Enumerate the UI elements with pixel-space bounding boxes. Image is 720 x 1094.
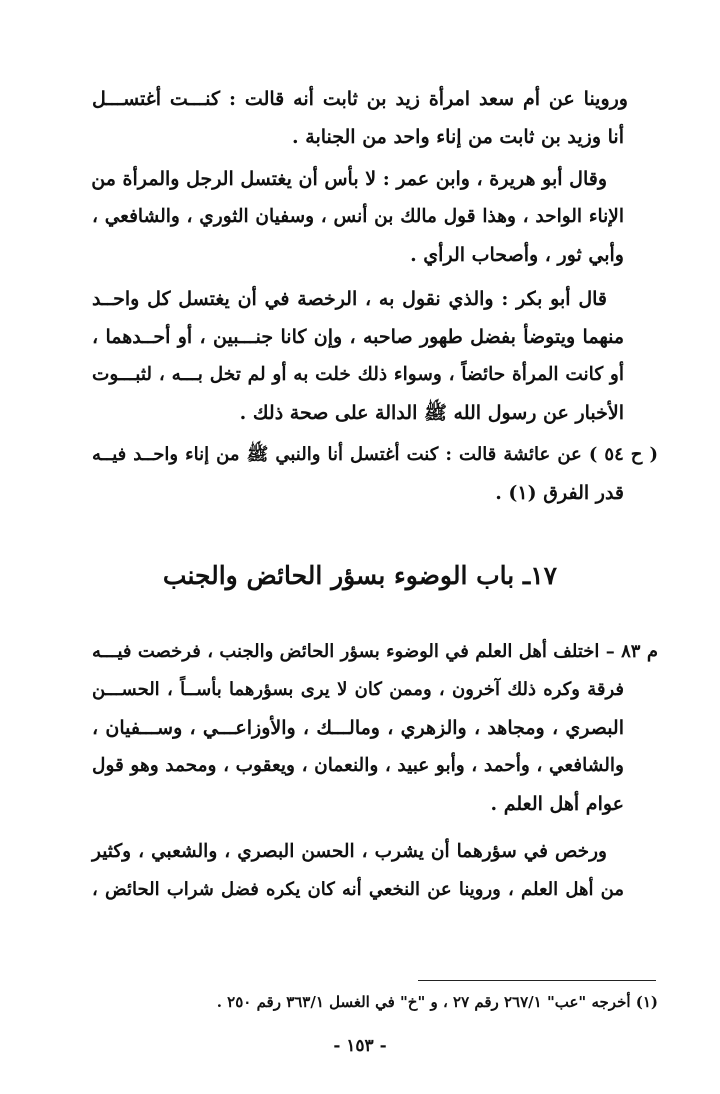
hadith-line: قدر الفرق (١) .	[495, 482, 624, 504]
text-line: أو كانت المرأة حائضاً ، وسواء ذلك خلت به أو لم تخل بـــه ، لثبـــوت	[92, 364, 624, 385]
masala-line: م ٨٣ – اختلف أهل العلم في الوضوء بسؤر الحائض والجنب ، فرخصت فيـــه	[92, 641, 658, 662]
text-line: الأخبار عن رسول الله ﷺ الدالة على صحة ذلك .	[239, 402, 624, 424]
chapter-heading: ١٧ـ باب الوضوء بسؤر الحائض والجنب	[162, 561, 558, 590]
text-line: وقال أبو هريرة ، وابن عمر : لا بأس أن يغتسل الرجل والمرأة من	[91, 168, 607, 190]
text-line: ورخص في سؤرهما أن يشرب ، الحسن البصري ، والشعبي ، وكثير	[92, 841, 607, 862]
text-line: قال أبو بكر : والذي نقول به ، الرخصة في أن يغتسل كل واحــد	[92, 288, 607, 310]
masala-line: فرقة وكره ذلك آخرون ، وممن كان لا يرى بسؤرهما بأســاً ، الحســـن	[92, 679, 624, 700]
text-line: من أهل العلم ، وروينا عن النخعي أنه كان يكره فضل شراب الحائض ،	[92, 879, 624, 900]
masala-line: البصري ، ومجاهد ، والزهري ، ومالـــك ، والأوزاعـــي ، وســـفيان ،	[92, 717, 624, 739]
footnote-divider	[418, 980, 656, 981]
hadith-line: ( ح ٥٤ ) عن عائشة قالت : كنت أغتسل أنا والنبي ﷺ من إناء واحــد فيــه	[92, 444, 658, 465]
footnote: (١) أخرجه "عب" ٢٦٧/١ رقم ٢٧ ، و "خ" في الغسل ٣٦٣/١ رقم ٢٥٠ .	[216, 993, 658, 1011]
text-line: أنا وزيد بن ثابت من إناء واحد من الجنابة .	[292, 126, 624, 148]
text-line: منهما ويتوضأ بفضل طهور صاحبه ، وإن كانا جنـــبين ، أو أحــدهما ،	[92, 326, 624, 348]
text-line: وروينا عن أم سعد امرأة زيد بن ثابت أنه قالت : كنـــت أغتســـل	[92, 88, 628, 110]
masala-line: عوام أهل العلم .	[490, 793, 624, 815]
text-line: الإناء الواحد ، وهذا قول مالك بن أنس ، وسفيان الثوري ، والشافعي ،	[92, 206, 624, 227]
page-number: - ١٥٣ -	[333, 1036, 387, 1056]
text-line: وأبي ثور ، وأصحاب الرأي .	[410, 244, 624, 266]
masala-line: والشافعي ، وأحمد ، وأبو عبيد ، والنعمان ، ويعقوب ، ومحمد وهو قول	[92, 755, 624, 776]
